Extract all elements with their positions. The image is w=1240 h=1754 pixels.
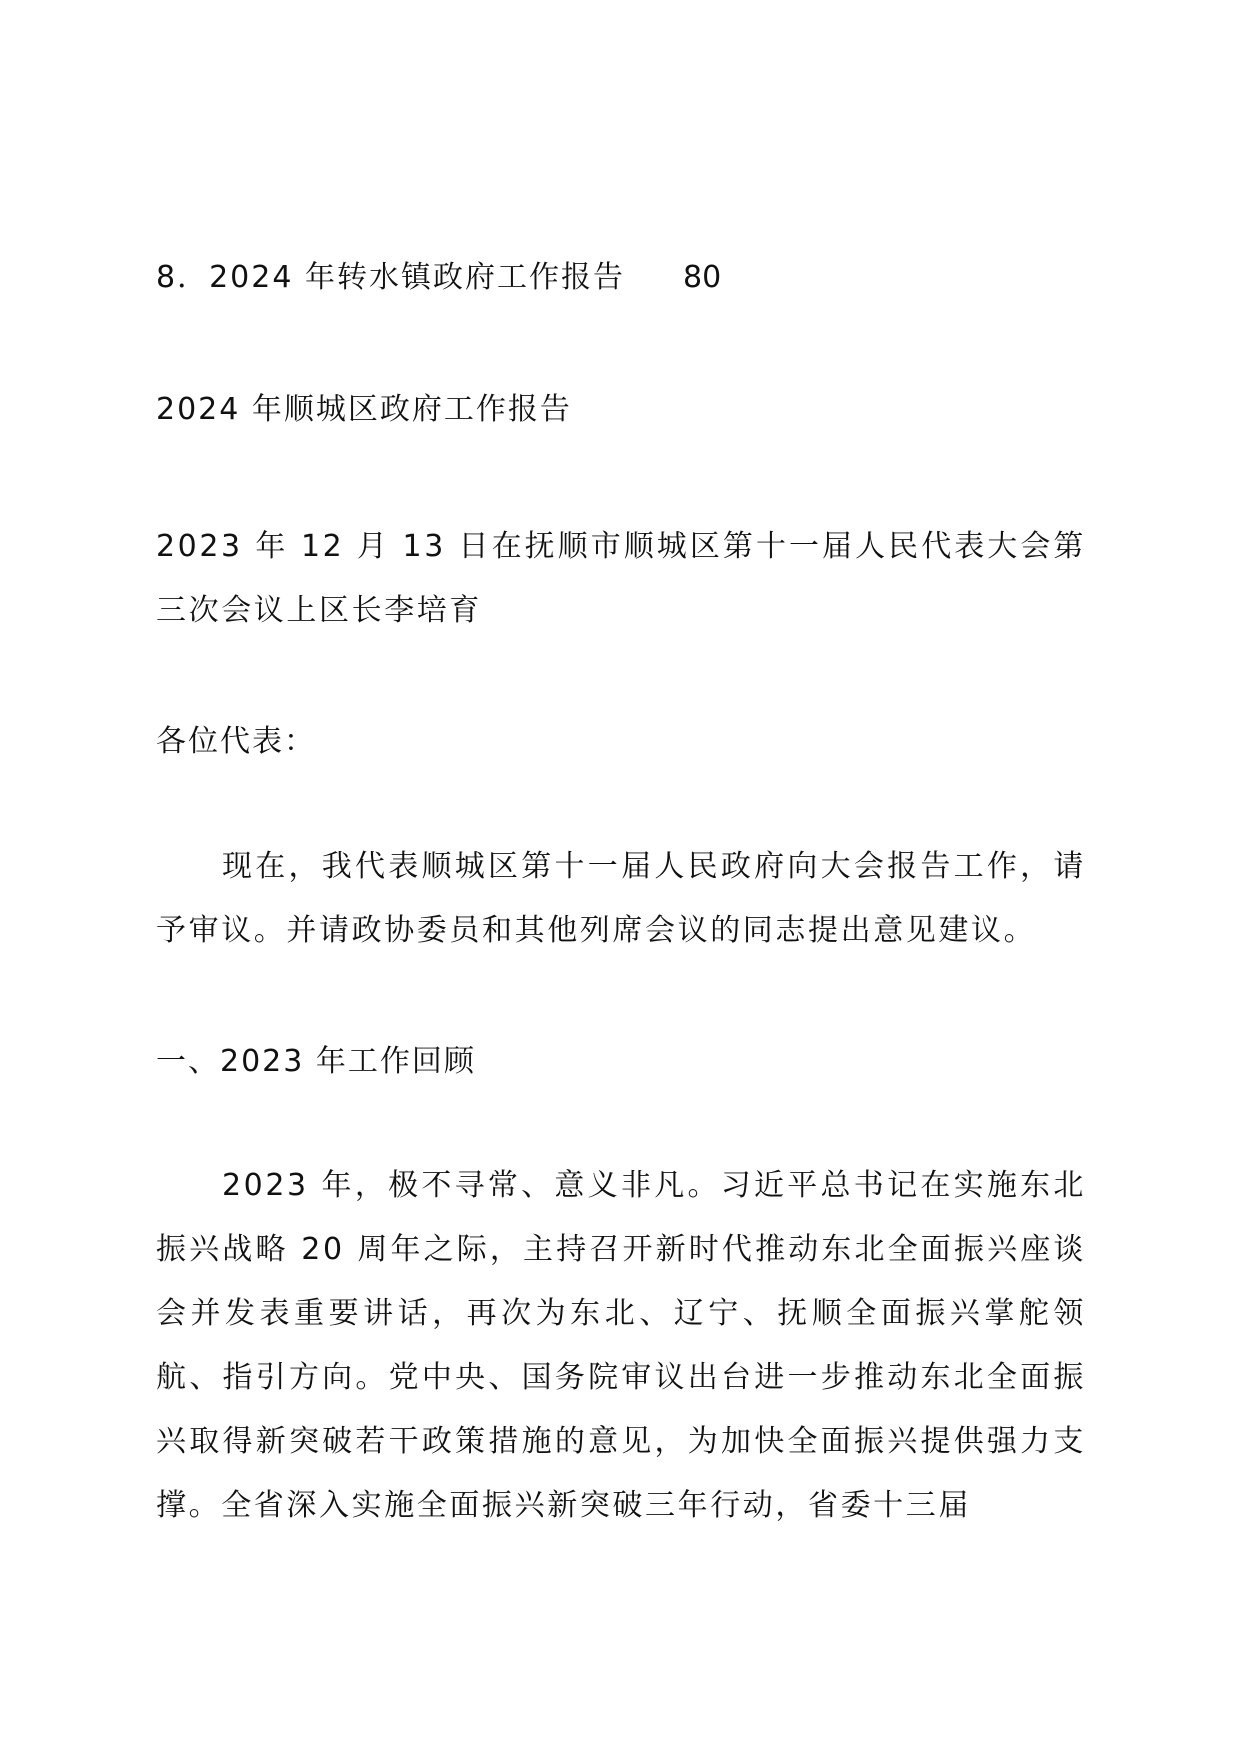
toc-entry bbox=[156, 258, 722, 298]
salutation: 各位代表： bbox=[156, 724, 316, 759]
toc-entry-label: 8．2024 年转水镇政府工作报告 bbox=[156, 260, 625, 295]
report-title: 2024 年顺城区政府工作报告 bbox=[156, 392, 572, 427]
section-paragraph: 2023 年，极不寻常、意义非凡。习近平总书记在实施东北振兴战略 20 周年之际，主持召开新时代推动东北全面振兴座谈会并发表重要讲话，再次为东北、辽宁、抚顺全面振兴掌舵领航、指引方向。党中央、国务院审议出台进一步推动东北全面振兴取得新突破若干政策措施的意见，为加快全面振兴提供强力支撑。全省深入实施全面振兴新突破三年行动，省委十三届 bbox=[156, 1168, 1086, 1523]
section-heading: 一、2023 年工作回顾 bbox=[156, 1044, 476, 1079]
report-subtitle: 2023 年 12 月 13 日在抚顺市顺城区第十一届人民代表大会第三次会议上区长李培育 bbox=[156, 529, 1086, 628]
intro-paragraph: 现在，我代表顺城区第十一届人民政府向大会报告工作，请予审议。并请政协委员和其他列席会议的同志提出意见建议。 bbox=[156, 849, 1086, 948]
toc-entry-page-number: 80 bbox=[683, 260, 722, 295]
